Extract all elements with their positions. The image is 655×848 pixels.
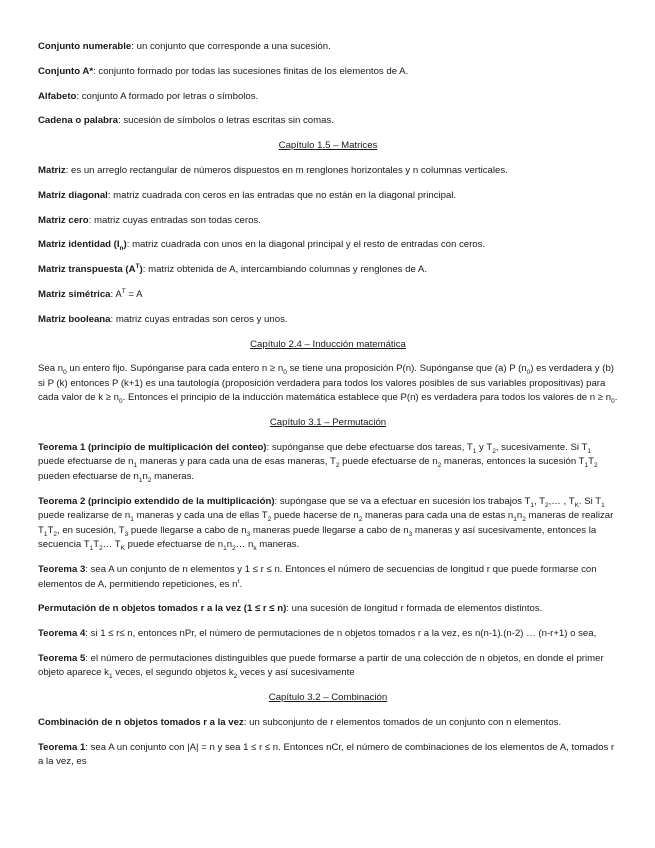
def-combinacion: Combinación de n objetos tomados r a la vez: un subconjunto de r elementos tomados de un conjunto con n elementos. xyxy=(38,717,562,729)
def-matriz-diagonal: Matriz diagonal: matriz cuadrada con ceros en las entradas que no están en la diagonal principal. xyxy=(38,189,457,201)
heading-matrices: Capítulo 1.5 – Matrices xyxy=(278,140,378,152)
heading-combinacion: Capítulo 3.2 – Combinación xyxy=(268,692,388,704)
def-matriz-transpuesta: Matriz transpuesta $(A^T)$: matriz obtenida de A, intercambiando columnas y renglones de A. xyxy=(38,262,427,276)
def-matriz-booleana: Matriz booleana: matriz cuyas entradas son ceros y unos. xyxy=(38,313,288,325)
def-matriz-identidad: Matriz identidad $(I_n)$: matriz cuadrada con unos en la diagonal principal y el resto de entradas con ceros. xyxy=(38,239,486,253)
induccion-paragraph: Sea $n_0$ un entero fijo. Supónganse para cada entero $n \ge n_0$ se tiene una proposición P(n). Supónganse que (a) P $(n_0)$ es verdadera y (b) si P (k) entonces P (k+1) es una tautología (proposición verdadera para todos los valores posibles de sus variables propositivas) para cada valor de $k \ge n_0$. Entonces el principio de la inducción matemática establece que P(n) es verdadera para todos los valores de $n \ge n_0$. xyxy=(38,363,618,406)
def-cadena: Cadena o palabra: sucesión de símbolos o letras escritas sin comas. xyxy=(38,115,334,127)
heading-induccion: Capítulo 2.4 – Inducción matemática xyxy=(250,338,406,350)
teorema-1-permutacion: Teorema 1 (principio de multiplicación del conteo): supónganse que debe efectuarse dos tareas, $T_1$ y $T_2$, sucesivamente. Si $T_1$ puede efectuarse de $n_1$ maneras y para cada una de esas maneras, $T_2$ puede efectuarse de $n_2$ maneras, entonces la sucesión $T_1T_2$ pueden efectuarse de $n_1n_2$ maneras. xyxy=(38,441,598,484)
def-matriz-cero: Matriz cero: matriz cuyas entradas son todas ceros. xyxy=(38,214,261,226)
teorema-2-permutacion: Teorema 2 (principio extendido de la multiplicación): supóngase que se va a efectuar en sucesión los trabajos $T_1$, $T_2,\dots$ , $T_K$. Si $T_1$ puede realizarse de $n_1$ maneras y cada una de ellas $T_2$ puede hacerse de $n_2$ maneras para cada una de estas $n_1n_2$ maneras de realizar $T_1T_2$, en sucesión, $T_3$ puede llegarse a cabo de $n_3$ maneras puede llegarse a cabo de $n_3$ maneras y así sucesivamente, entonces la secuencia $T_1T_2\dots$ $T_K$ puede efectuarse de $n_1n_2\dots$ $n_k$ maneras. xyxy=(38,495,614,553)
teorema-4-permutacion: Teorema 4: si 1 ≤ r≤ n, entonces nPr, el número de permutaciones de n objetos tomados r a la vez, es n(n-1).(n-2) … (n-r+1) o sea, xyxy=(38,628,597,640)
document-page xyxy=(38,40,618,770)
def-permutacion: Permutación de n objetos tomados r a la vez (1 ≤ r ≤ n): una sucesión de longitud r formada de elementos distintos. xyxy=(38,603,543,615)
def-conjunto-a-star: Conjunto A*: conjunto formado por todas las sucesiones finitas de los elementos de A. xyxy=(38,65,409,77)
def-conjunto-numerable: Conjunto numerable: un conjunto que corresponde a una sucesión. xyxy=(38,41,331,52)
teorema-5-permutacion: Teorema 5: el número de permutaciones distinguibles que puede formarse a partir de una colección de n objetos, en donde el primer objeto aparece $k_1$ veces, el segundo objetos $k_2$ veces y así sucesivamente xyxy=(38,652,604,681)
teorema-3-permutacion: Teorema 3: sea A un conjunto de n elementos y 1 ≤ r ≤ n. Entonces el número de secuencias de longitud r que puede formarse con elementos de A, permitiendo repeticiones, es $n^r$. xyxy=(38,564,597,590)
heading-permutacion: Capítulo 3.1 – Permutación xyxy=(269,417,387,429)
def-matriz: Matriz: es un arreglo rectangular de números dispuestos en m renglones horizontales y n columnas verticales. xyxy=(38,164,508,176)
def-alfabeto: Alfabeto: conjunto A formado por letras o símbolos. xyxy=(38,90,259,102)
teorema-1-combinacion: Teorema 1: sea A un conjunto con |A| = n y sea 1 ≤ r ≤ n. Entonces nCr, el número de combinaciones de los elementos de A, tomados r a la vez, es xyxy=(38,741,615,768)
def-matriz-simetrica: Matriz simétrica: $A^T = A$ xyxy=(38,287,143,300)
